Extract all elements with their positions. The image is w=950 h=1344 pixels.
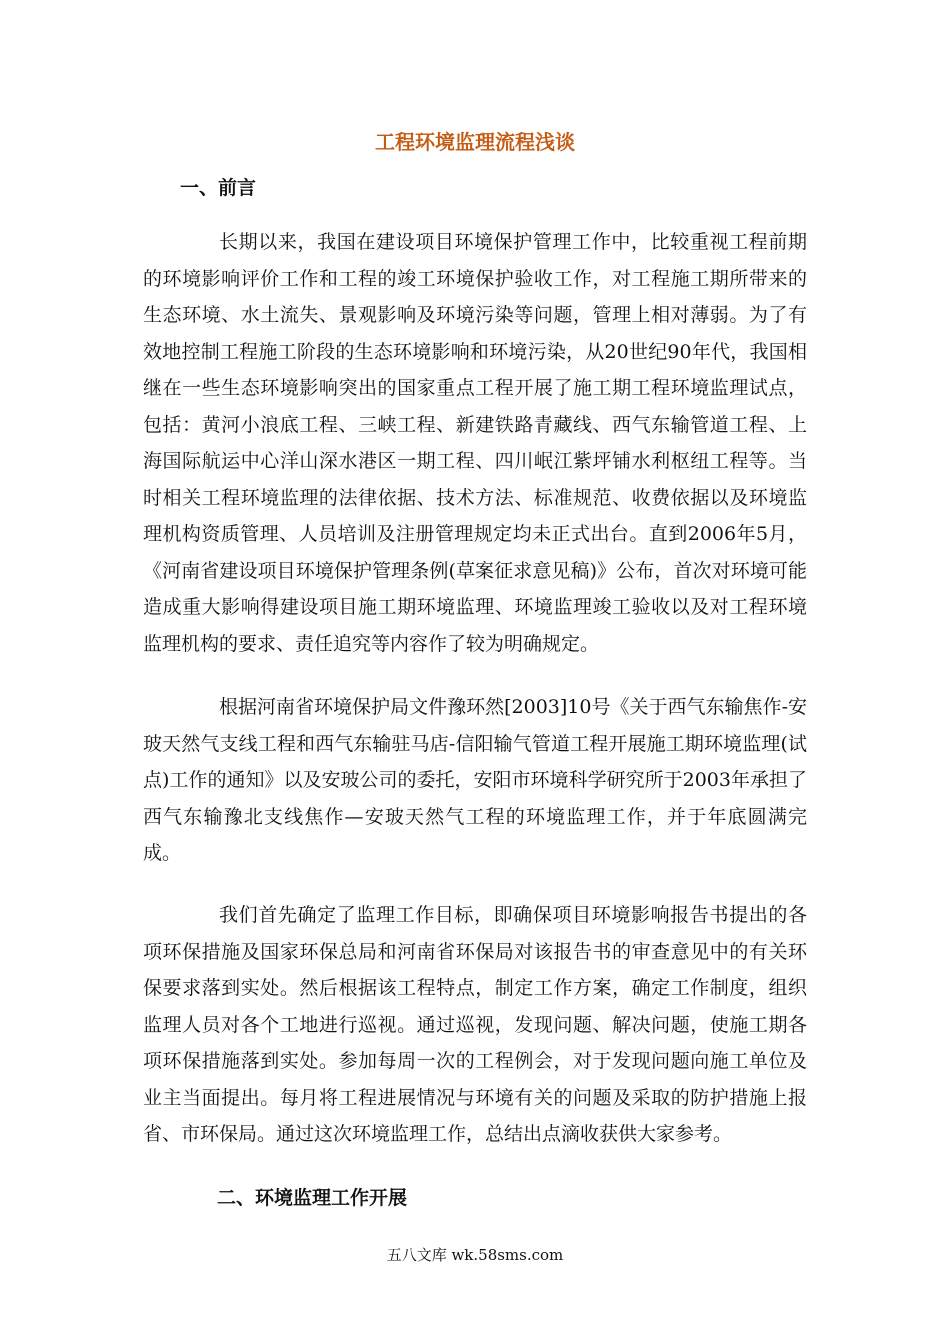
paragraph-2: 根据河南省环境保护局文件豫环然[2003]10号《关于西气东输焦作-安玻天然气支线工程和西气东输驻马店-信阳输气管道工程开展施工期环境监理(试点)工作的通知》以及安玻公司的委托，安阳市环境科学研究所于2003年承担了西气东输豫北支线焦作—安玻天然气工程的环境监理工作，并于年底圆满完成。 (143, 696, 807, 864)
page-footer: 五八文库 wk.58sms.com (386, 1246, 564, 1264)
paragraph-1: 长期以来，我国在建设项目环境保护管理工作中，比较重视工程前期的环境影响评价工作和工程的竣工环境保护验收工作，对工程施工期所带来的生态环境、水土流失、景观影响及环境污染等问题，管理上相对薄弱。为了有效地控制工程施工阶段的生态环境影响和环境污染，从20世纪90年代，我国相继在一些生态环境影响突出的国家重点工程开展了施工期工程环境监理试点，包括：黄河小浪底工程、三峡工程、新建铁路青藏线、西气东输管道工程、上海国际航运中心洋山深水港区一期工程、四川岷江紫坪铺水利枢纽工程等。当时相关工程环境监理的法律依据、技术方法、标准规范、收费依据以及环境监理机构资质管理、人员培训及注册管理规定均未正式出台。直到2006年5月，《河南省建设项目环境保护管理条例(草案征求意见稿)》公布，首次对环境可能造成重大影响得建设项目施工期环境监理、环境监理竣工验收以及对工程环境监理机构的要求、责任追究等内容作了较为明确规定。 (143, 231, 807, 655)
section-heading-monitoring: 二、环境监理工作开展 (217, 1187, 408, 1209)
document-title: 工程环境监理流程浅谈 (375, 130, 575, 154)
section-heading-preface: 一、前言 (180, 177, 257, 199)
paragraph-3: 我们首先确定了监理工作目标，即确保项目环境影响报告书提出的各项环保措施及国家环保总局和河南省环保局对该报告书的审查意见中的有关环保要求落到实处。然后根据该工程特点，制定工作方案，确定工作制度，组织监理人员对各个工地进行巡视。通过巡视，发现问题、解决问题，使施工期各项环保措施落到实处。参加每周一次的工程例会，对于发现问题向施工单位及业主当面提出。每月将工程进展情况与环境有关的问题及采取的防护措施上报省、市环保局。通过这次环境监理工作，总结出点滴收获供大家参考。 (143, 904, 807, 1145)
